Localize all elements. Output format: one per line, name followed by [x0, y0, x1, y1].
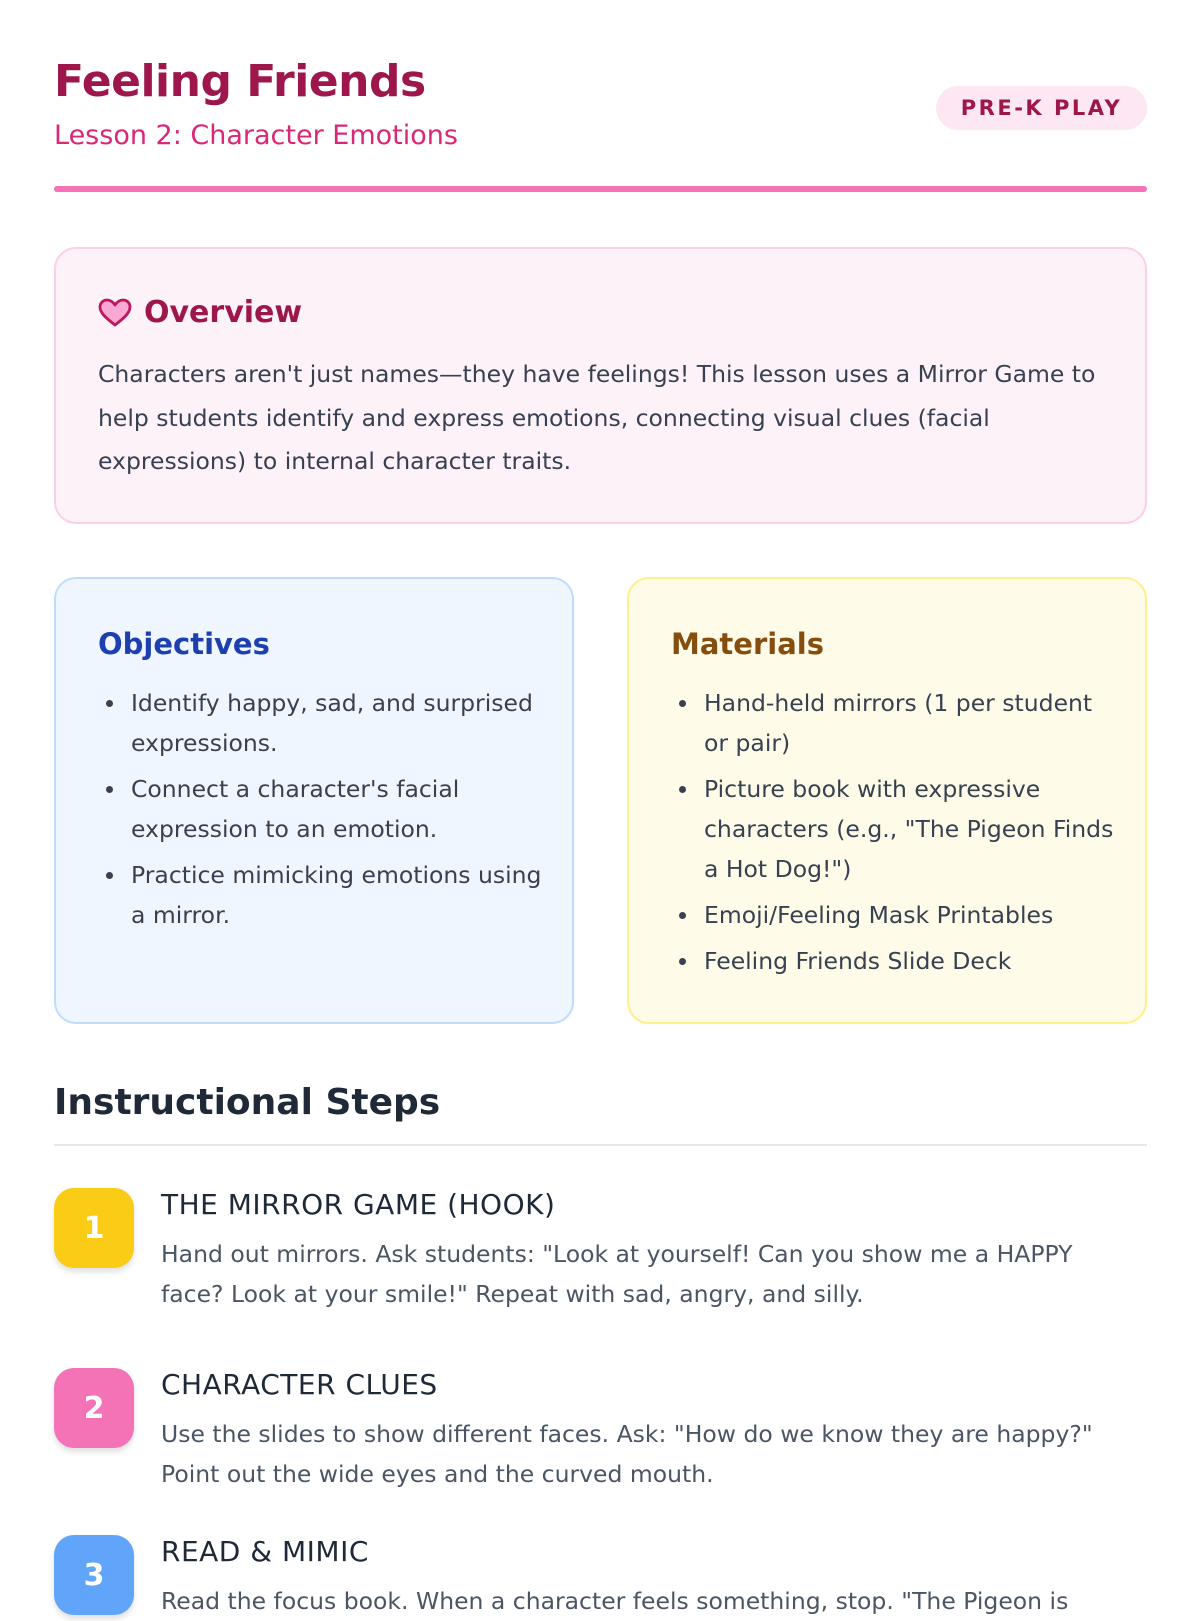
step-title: READ & MIMIC	[161, 1535, 369, 1568]
overview-text: Characters aren't just names—they have feelings! This lesson uses a Mirror Game to help students identify and express emotions, connecting visual clues (facial expressions) to internal character traits.	[98, 360, 1096, 475]
step-text: Use the slides to show different faces. Ask: "How do we know they are happy?" Point out the wide eyes and the curved mouth.	[161, 1420, 1093, 1488]
material-item: Hand-held mirrors (1 per student or pair)	[671, 683, 1117, 763]
material-item: Picture book with expressive characters (e.g., "The Pigeon Finds a Hot Dog!")	[671, 769, 1117, 889]
steps-divider	[54, 1144, 1147, 1146]
objectives-card	[54, 577, 574, 1024]
step-text: Hand out mirrors. Ask students: "Look at yourself! Can you show me a HAPPY face? Look at your smile!" Repeat with sad, angry, and silly.	[161, 1240, 1073, 1308]
step-number-badge: 1	[54, 1188, 134, 1268]
lesson-header	[54, 0, 1147, 194]
objective-item: Identify happy, sad, and surprised expressions.	[98, 683, 544, 763]
page-title: Feeling Friends	[54, 56, 426, 107]
material-item: Feeling Friends Slide Deck	[671, 941, 1117, 981]
heart-icon	[98, 298, 132, 328]
step-title: THE MIRROR GAME (HOOK)	[161, 1188, 556, 1221]
level-badge: PRE-K PLAY	[936, 86, 1147, 130]
step-text: Read the focus book. When a character feels something, stop. "The Pigeon is	[161, 1587, 1069, 1615]
overview-card	[54, 247, 1147, 524]
header-divider	[54, 186, 1147, 192]
step-number-badge: 2	[54, 1368, 134, 1448]
objectives-title: Objectives	[98, 627, 270, 661]
overview-title: Overview	[144, 295, 303, 330]
objective-item: Practice mimicking emotions using a mirror.	[98, 855, 544, 935]
objective-item: Connect a character's facial expression to an emotion.	[98, 769, 544, 849]
page-subtitle: Lesson 2: Character Emotions	[54, 120, 458, 151]
step-number-badge: 3	[54, 1535, 134, 1615]
lesson-page	[54, 0, 1147, 1615]
materials-card	[627, 577, 1147, 1024]
materials-list	[671, 683, 1117, 987]
steps-title: Instructional Steps	[54, 1082, 441, 1123]
overview-heading	[98, 295, 302, 330]
step-title: CHARACTER CLUES	[161, 1368, 438, 1401]
objectives-list	[98, 683, 544, 941]
materials-title: Materials	[671, 627, 824, 661]
material-item: Emoji/Feeling Mask Printables	[671, 895, 1117, 935]
